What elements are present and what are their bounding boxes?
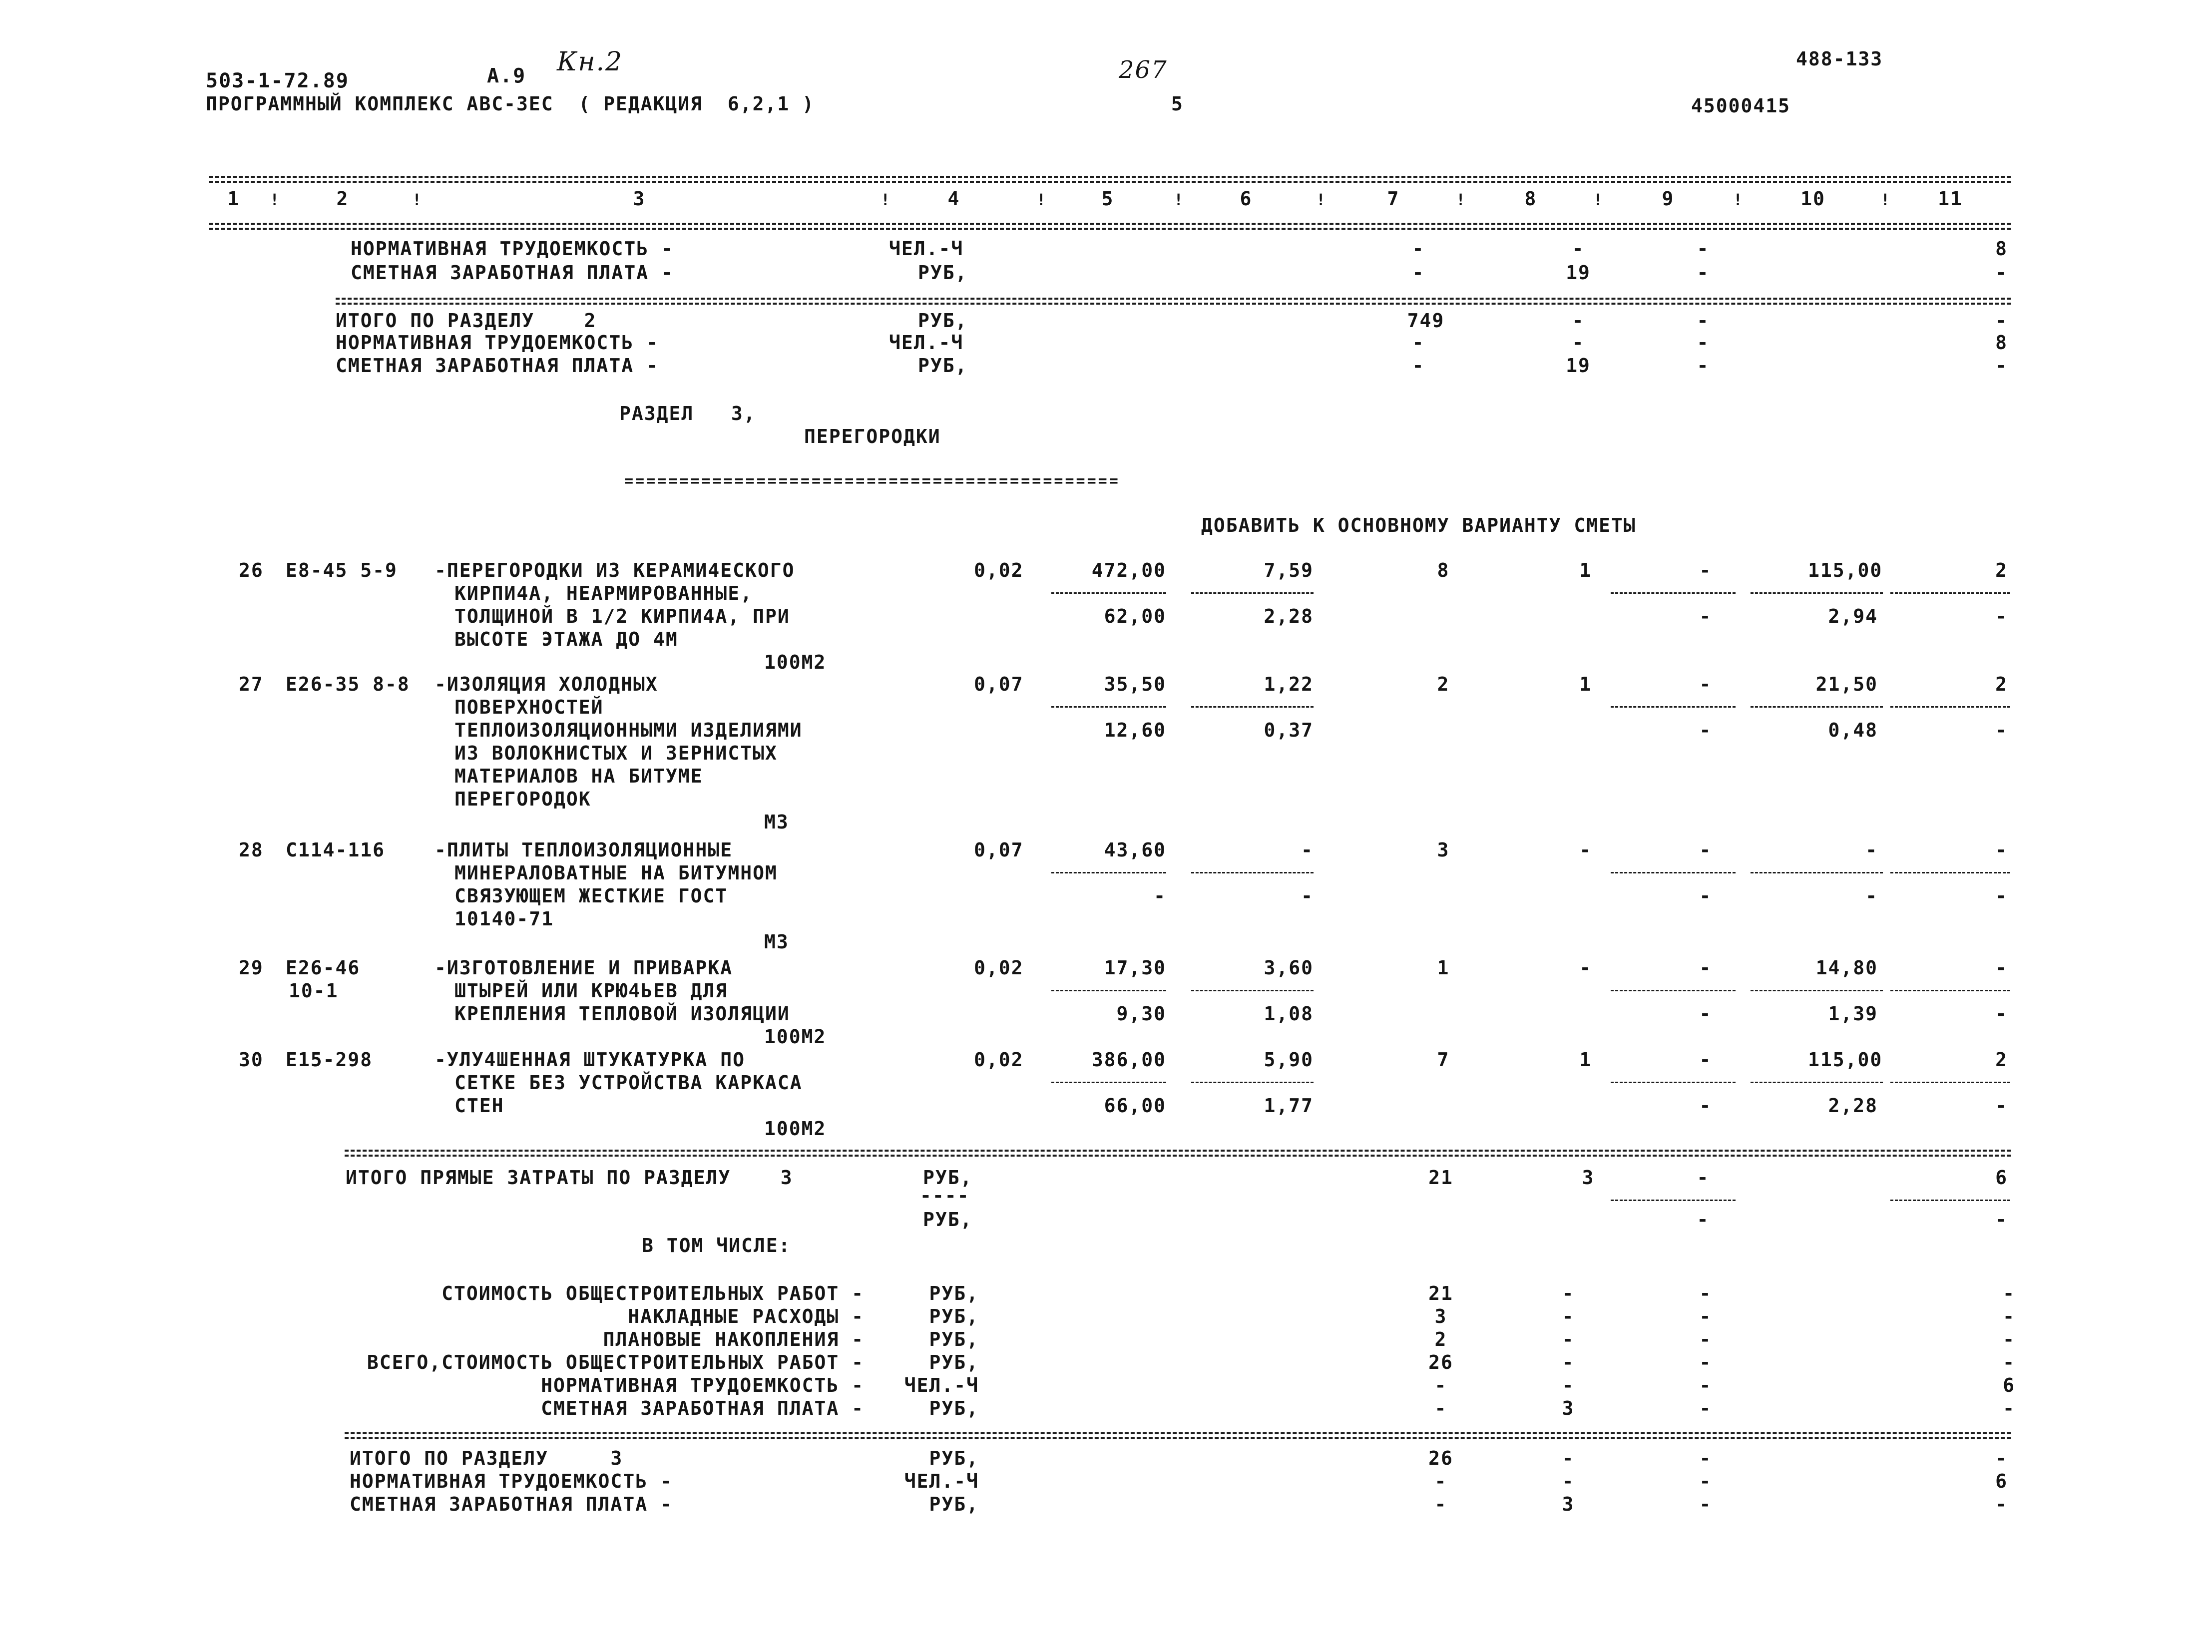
item-30-c9-rule xyxy=(1611,1082,1736,1083)
item-27-c11-rule xyxy=(1890,706,2010,708)
s3-total-row-2-unit: ЧЕЛ.-Ч xyxy=(904,1470,979,1492)
item-27-c5-rule xyxy=(1051,706,1166,708)
s3-total-row-3-c11: - xyxy=(1995,1493,2008,1515)
estimate-code: 45000415 xyxy=(1691,95,1791,117)
s2-total-labor-label: НОРМАТИВНАЯ ТРУДОЕМКОСТЬ - xyxy=(336,332,659,354)
item-30-desc-line: СЕТКЕ БЕЗ УСТРОЙСТВА КАРКАСА xyxy=(454,1072,803,1094)
item-28-c6-top: - xyxy=(1301,839,1314,861)
column-header-4: 4 xyxy=(947,188,960,210)
item-29-unit: 100М2 xyxy=(764,1026,827,1048)
item-29-number: 29 xyxy=(239,957,264,979)
item-26-code: Е8-45 5-9 xyxy=(286,559,398,581)
s2-total-rule xyxy=(336,298,2011,300)
item-30-unit: 100М2 xyxy=(764,1118,827,1140)
s3-total-row-3-c9: - xyxy=(1699,1493,1712,1515)
column-separator: ! xyxy=(1456,190,1467,209)
direct-costs-c7: 21 xyxy=(1428,1167,1453,1189)
page-number: 5 xyxy=(1171,93,1184,115)
breakdown-row-3-c7: 2 xyxy=(1434,1328,1447,1350)
item-26-c11-top: 2 xyxy=(1995,559,2008,581)
item-26-desc-line: ТОЛЩИНОЙ В 1/2 КИРПИ4А, ПРИ xyxy=(454,605,790,627)
item-29-c9-bottom: - xyxy=(1699,1003,1712,1025)
s2-total-wage-c7: - xyxy=(1412,355,1425,377)
item-30-c5-top: 386,00 xyxy=(1091,1049,1166,1071)
item-26-c7: 8 xyxy=(1437,559,1450,581)
item-29-c5-rule xyxy=(1051,990,1166,991)
s2-total-wage-c8: 19 xyxy=(1566,355,1591,377)
item-30-quantity: 0,02 xyxy=(974,1049,1024,1071)
item-27-c9-rule xyxy=(1611,706,1736,708)
item-28-number: 28 xyxy=(239,839,264,861)
page-handwritten: 267 xyxy=(1119,56,1168,84)
item-28-c11-rule xyxy=(1890,872,2010,873)
breakdown-row-4-unit: РУБ, xyxy=(929,1351,979,1373)
breakdown-row-2-c8: - xyxy=(1562,1305,1575,1327)
column-header-3: 3 xyxy=(633,188,646,210)
item-27-c10-rule xyxy=(1751,706,1883,708)
section3-title: ПЕРЕГОРОДКИ xyxy=(804,425,941,447)
s2-total-unit: РУБ, xyxy=(918,310,968,332)
item-28-c5-rule xyxy=(1051,872,1166,873)
breakdown-row-5-c8: - xyxy=(1562,1374,1575,1396)
s2-wage-c9: - xyxy=(1697,262,1710,284)
item-30-c11-top: 2 xyxy=(1995,1049,2008,1071)
item-26-number: 26 xyxy=(239,559,264,581)
item-27-c6-rule xyxy=(1191,706,1314,708)
direct-costs-c11-rule xyxy=(1890,1200,2010,1201)
s3-total-row-2-c9: - xyxy=(1699,1470,1712,1492)
s2-total-wage-c9: - xyxy=(1697,355,1710,377)
s2-total-labor-unit: ЧЕЛ.-Ч xyxy=(889,332,964,354)
item-30-desc-line: -УЛУ4ШЕННАЯ ШТУКАТУРКА ПО xyxy=(435,1049,745,1071)
direct-costs-c11-top: 6 xyxy=(1995,1167,2008,1189)
item-27-c9-top: - xyxy=(1699,673,1712,695)
item-27-c10-top: 21,50 xyxy=(1815,673,1878,695)
item-29-c10-bottom: 1,39 xyxy=(1828,1003,1878,1025)
item-28-c5-bottom: - xyxy=(1154,885,1166,907)
section3-separator: ============================================= xyxy=(624,472,1120,490)
item-27-desc-line: ПЕРЕГОРОДОК xyxy=(454,788,591,810)
item-27-c11-top: 2 xyxy=(1995,673,2008,695)
s2-labor-c8: - xyxy=(1572,238,1585,260)
item-28-c6-bottom: - xyxy=(1301,885,1314,907)
item-26-c11-bottom: - xyxy=(1995,605,2008,627)
item-26-desc-line: КИРПИ4А, НЕАРМИРОВАННЫЕ, xyxy=(454,582,753,604)
item-29-c6-top: 3,60 xyxy=(1264,957,1314,979)
s2-total-wage-unit: РУБ, xyxy=(918,355,968,377)
item-28-desc-line: -ПЛИТЫ ТЕПЛОИЗОЛЯЦИОННЫЕ xyxy=(435,839,733,861)
direct-costs-unit: РУБ, xyxy=(923,1167,973,1189)
item-26-c10-top: 115,00 xyxy=(1808,559,1883,581)
item-28-unit: М3 xyxy=(764,931,789,953)
item-27-c11-bottom: - xyxy=(1995,719,2008,741)
direct-costs-unit-dash: ---- xyxy=(920,1185,970,1207)
direct-costs-c8: 3 xyxy=(1582,1167,1595,1189)
breakdown-row-3-c9: - xyxy=(1699,1328,1712,1350)
item-29-c11-bottom: - xyxy=(1995,1003,2008,1025)
item-29-c6-bottom: 1,08 xyxy=(1264,1003,1314,1025)
item-29-c9-rule xyxy=(1611,990,1736,991)
item-29-c10-top: 14,80 xyxy=(1815,957,1878,979)
item-28-desc-line: СВЯЗУЮЩЕМ ЖЕСТКИЕ ГОСТ xyxy=(454,885,728,907)
item-30-c11-rule xyxy=(1890,1082,2010,1083)
column-header-8: 8 xyxy=(1524,188,1537,210)
column-header-9: 9 xyxy=(1662,188,1675,210)
album-label: А.9 xyxy=(487,64,526,87)
item-27-c6-top: 1,22 xyxy=(1264,673,1314,695)
direct-costs-c9-bot: - xyxy=(1697,1209,1710,1231)
item-28-c9-rule xyxy=(1611,872,1736,873)
item-28-c9-bottom: - xyxy=(1699,885,1712,907)
item-28-c5-top: 43,60 xyxy=(1104,839,1166,861)
column-separator: ! xyxy=(1593,190,1604,209)
item-30-c10-bottom: 2,28 xyxy=(1828,1095,1878,1117)
table-top-rule xyxy=(209,176,2011,178)
breakdown-row-1-c8: - xyxy=(1562,1282,1575,1304)
item-30-c6-bottom: 1,77 xyxy=(1264,1095,1314,1117)
breakdown-row-5-label: НОРМАТИВНАЯ ТРУДОЕМКОСТЬ - xyxy=(541,1374,864,1396)
breakdown-row-3-c11: - xyxy=(2003,1328,2015,1350)
item-29-desc-line: КРЕПЛЕНИЯ ТЕПЛОВОЙ ИЗОЛЯЦИИ xyxy=(454,1003,790,1025)
s2-labor-label: НОРМАТИВНАЯ ТРУДОЕМКОСТЬ - xyxy=(351,238,674,260)
item-26-desc-line: -ПЕРЕГОРОДКИ ИЗ КЕРАМИ4ЕСКОГО xyxy=(435,559,795,581)
breakdown-row-5-c9: - xyxy=(1699,1374,1712,1396)
s2-total-wage-label: СМЕТНАЯ ЗАРАБОТНАЯ ПЛАТА - xyxy=(336,355,659,377)
breakdown-row-3-label: ПЛАНОВЫЕ НАКОПЛЕНИЯ - xyxy=(603,1328,864,1350)
s3-total-row-2-label: НОРМАТИВНАЯ ТРУДОЕМКОСТЬ - xyxy=(350,1470,673,1492)
header-bottom-rule xyxy=(209,223,2011,225)
s2-labor-c11: 8 xyxy=(1995,238,2008,260)
direct-costs-unit2: РУБ, xyxy=(923,1209,973,1231)
item-30-c6-top: 5,90 xyxy=(1264,1049,1314,1071)
s3-total-row-3-label: СМЕТНАЯ ЗАРАБОТНАЯ ПЛАТА - xyxy=(350,1493,673,1515)
s2-total-rule-2 xyxy=(336,303,2011,305)
item-28-c7: 3 xyxy=(1437,839,1450,861)
item-26-c8: 1 xyxy=(1579,559,1592,581)
item-27-desc-line: ИЗ ВОЛОКНИСТЫХ И ЗЕРНИСТЫХ xyxy=(454,742,778,764)
s2-total-c11: - xyxy=(1995,310,2008,332)
item-30-code: Е15-298 xyxy=(286,1049,373,1071)
item-27-c5-bottom: 12,60 xyxy=(1104,719,1166,741)
item-26-c6-rule xyxy=(1191,592,1314,594)
s3-total-row-3-unit: РУБ, xyxy=(929,1493,979,1515)
column-header-1: 1 xyxy=(227,188,240,210)
breakdown-row-3-unit: РУБ, xyxy=(929,1328,979,1350)
s2-labor-c7: - xyxy=(1412,238,1425,260)
direct-costs-rule xyxy=(345,1150,2011,1152)
including-label: В ТОМ ЧИСЛЕ: xyxy=(642,1235,791,1256)
breakdown-row-2-unit: РУБ, xyxy=(929,1305,979,1327)
item-27-desc-line: -ИЗОЛЯЦИЯ ХОЛОДНЫХ xyxy=(435,673,658,695)
item-28-c8: - xyxy=(1579,839,1592,861)
breakdown-row-6-c7: - xyxy=(1434,1397,1447,1419)
item-30-c7: 7 xyxy=(1437,1049,1450,1071)
breakdown-row-4-label: ВСЕГО,СТОИМОСТЬ ОБЩЕСТРОИТЕЛЬНЫХ РАБОТ - xyxy=(367,1351,864,1373)
item-28-c10-rule xyxy=(1751,872,1883,873)
item-26-quantity: 0,02 xyxy=(974,559,1024,581)
s3-total-row-2-c11: 6 xyxy=(1995,1470,2008,1492)
item-27-c7: 2 xyxy=(1437,673,1450,695)
s3-total-row-1-c11: - xyxy=(1995,1447,2008,1469)
s2-wage-unit: РУБ, xyxy=(918,262,968,284)
item-27-code: Е26-35 8-8 xyxy=(286,673,410,695)
breakdown-row-1-c7: 21 xyxy=(1428,1282,1453,1304)
breakdown-row-4-c7: 26 xyxy=(1428,1351,1453,1373)
item-29-c11-rule xyxy=(1890,990,2010,991)
column-separator: ! xyxy=(1174,190,1185,209)
item-29-desc-line: -ИЗГОТОВЛЕНИЕ И ПРИВАРКА xyxy=(435,957,733,979)
item-29-c7: 1 xyxy=(1437,957,1450,979)
item-27-c9-bottom: - xyxy=(1699,719,1712,741)
s2-wage-label: СМЕТНАЯ ЗАРАБОТНАЯ ПЛАТА - xyxy=(351,262,674,284)
header-bottom-rule-2 xyxy=(209,228,2011,230)
item-30-number: 30 xyxy=(239,1049,264,1071)
section3-note: ДОБАВИТЬ К ОСНОВНОМУ ВАРИАНТУ СМЕТЫ xyxy=(1201,514,1636,536)
item-28-c11-top: - xyxy=(1995,839,2008,861)
s2-total-wage-c11: - xyxy=(1995,355,2008,377)
item-26-c5-rule xyxy=(1051,592,1166,594)
column-separator: ! xyxy=(412,190,423,209)
item-28-c10-bottom: - xyxy=(1865,885,1878,907)
breakdown-row-6-unit: РУБ, xyxy=(929,1397,979,1419)
item-28-c10-top: - xyxy=(1865,839,1878,861)
item-29-c9-top: - xyxy=(1699,957,1712,979)
item-29-code: Е26-46 xyxy=(286,957,361,979)
direct-costs-c9-top: - xyxy=(1697,1167,1710,1189)
s3-total-row-1-unit: РУБ, xyxy=(929,1447,979,1469)
breakdown-row-5-c11: 6 xyxy=(2003,1374,2015,1396)
s2-total-labor-c7: - xyxy=(1412,332,1425,354)
column-separator: ! xyxy=(270,190,281,209)
item-29-c8: - xyxy=(1579,957,1592,979)
item-30-c9-bottom: - xyxy=(1699,1095,1712,1117)
item-27-c10-bottom: 0,48 xyxy=(1828,719,1878,741)
s2-total-c9: - xyxy=(1697,310,1710,332)
column-header-11: 11 xyxy=(1938,188,1963,210)
item-26-c5-bottom: 62,00 xyxy=(1104,605,1166,627)
breakdown-row-2-label: НАКЛАДНЫЕ РАСХОДЫ - xyxy=(628,1305,864,1327)
item-26-c10-bottom: 2,94 xyxy=(1828,605,1878,627)
item-30-c8: 1 xyxy=(1579,1049,1592,1071)
breakdown-row-5-unit: ЧЕЛ.-Ч xyxy=(904,1374,979,1396)
item-27-desc-line: МАТЕРИАЛОВ НА БИТУМЕ xyxy=(454,765,703,787)
item-28-desc-line: МИНЕРАЛОВАТНЫЕ НА БИТУМНОМ xyxy=(454,862,778,884)
s2-total-labor-c9: - xyxy=(1697,332,1710,354)
item-26-unit: 100М2 xyxy=(764,651,827,673)
column-separator: ! xyxy=(1880,190,1891,209)
s2-total-labor-c11: 8 xyxy=(1995,332,2008,354)
s2-total-c8: - xyxy=(1572,310,1585,332)
breakdown-row-4-c9: - xyxy=(1699,1351,1712,1373)
item-30-c9-top: - xyxy=(1699,1049,1712,1071)
section3-heading: РАЗДЕЛ 3, xyxy=(619,403,756,424)
item-29-c6-rule xyxy=(1191,990,1314,991)
program-title: ПРОГРАММНЫЙ КОМПЛЕКС АВС-3ЕС ( РЕДАКЦИЯ 6,2,1 ) xyxy=(206,93,815,115)
item-30-desc-line: СТЕН xyxy=(454,1095,504,1117)
item-26-c5-top: 472,00 xyxy=(1091,559,1166,581)
direct-costs-label: ИТОГО ПРЯМЫЕ ЗАТРАТЫ ПО РАЗДЕЛУ 3 xyxy=(346,1167,793,1189)
item-26-c9-bottom: - xyxy=(1699,605,1712,627)
breakdown-row-4-c8: - xyxy=(1562,1351,1575,1373)
item-29-c10-rule xyxy=(1751,990,1883,991)
column-separator: ! xyxy=(1733,190,1744,209)
breakdown-row-2-c11: - xyxy=(2003,1305,2015,1327)
item-26-c9-rule xyxy=(1611,592,1736,594)
s3-total-row-2-c8: - xyxy=(1562,1470,1575,1492)
item-28-quantity: 0,07 xyxy=(974,839,1024,861)
breakdown-row-1-label: СТОИМОСТЬ ОБЩЕСТРОИТЕЛЬНЫХ РАБОТ - xyxy=(442,1282,864,1304)
item-27-number: 27 xyxy=(239,673,264,695)
item-30-c10-top: 115,00 xyxy=(1808,1049,1883,1071)
breakdown-row-5-c7: - xyxy=(1434,1374,1447,1396)
s3-total-row-3-c8: 3 xyxy=(1562,1493,1575,1515)
s3-total-row-1-c7: 26 xyxy=(1428,1447,1453,1469)
breakdown-row-1-unit: РУБ, xyxy=(929,1282,979,1304)
s3-total-rule xyxy=(345,1432,2011,1434)
s3-total-row-2-c7: - xyxy=(1434,1470,1447,1492)
item-30-c6-rule xyxy=(1191,1082,1314,1083)
s3-total-row-1-c9: - xyxy=(1699,1447,1712,1469)
item-27-c6-bottom: 0,37 xyxy=(1264,719,1314,741)
item-29-desc-line: ШТЫРЕЙ ИЛИ КРЮ4ЬЕВ ДЛЯ xyxy=(454,980,728,1002)
s2-total-c7: 749 xyxy=(1407,310,1445,332)
item-26-c10-rule xyxy=(1751,592,1883,594)
s2-labor-unit: ЧЕЛ.-Ч xyxy=(889,238,964,260)
item-26-desc-line: ВЫСОТЕ ЭТАЖА ДО 4М xyxy=(454,628,678,650)
s3-total-row-1-label: ИТОГО ПО РАЗДЕЛУ 3 xyxy=(350,1447,623,1469)
breakdown-row-3-c8: - xyxy=(1562,1328,1575,1350)
item-29-c11-top: - xyxy=(1995,957,2008,979)
item-26-c11-rule xyxy=(1890,592,2010,594)
s2-wage-c7: - xyxy=(1412,262,1425,284)
item-30-c10-rule xyxy=(1751,1082,1883,1083)
doc-code: 503-1-72.89 xyxy=(206,69,349,92)
breakdown-row-2-c9: - xyxy=(1699,1305,1712,1327)
direct-costs-c11-bot: - xyxy=(1995,1209,2008,1231)
s3-total-row-1-c8: - xyxy=(1562,1447,1575,1469)
s2-labor-c9: - xyxy=(1697,238,1710,260)
item-26-c9-top: - xyxy=(1699,559,1712,581)
sheet-code: 488-133 xyxy=(1796,48,1883,70)
item-27-c8: 1 xyxy=(1579,673,1592,695)
item-28-c11-bottom: - xyxy=(1995,885,2008,907)
direct-costs-c9-rule xyxy=(1611,1200,1736,1201)
item-29-quantity: 0,02 xyxy=(974,957,1024,979)
item-29-c5-bottom: 9,30 xyxy=(1116,1003,1166,1025)
breakdown-row-6-c8: 3 xyxy=(1562,1397,1575,1419)
breakdown-row-6-c9: - xyxy=(1699,1397,1712,1419)
column-header-2: 2 xyxy=(336,188,349,210)
item-27-desc-line: ПОВЕРХНОСТЕЙ xyxy=(454,696,604,718)
breakdown-row-1-c11: - xyxy=(2003,1282,2015,1304)
s3-total-rule-2 xyxy=(345,1437,2011,1439)
table-top-rule-2 xyxy=(209,181,2011,183)
breakdown-row-6-label: СМЕТНАЯ ЗАРАБОТНАЯ ПЛАТА - xyxy=(541,1397,864,1419)
column-header-5: 5 xyxy=(1101,188,1114,210)
item-27-c5-top: 35,50 xyxy=(1104,673,1166,695)
item-28-desc-line: 10140-71 xyxy=(454,908,554,930)
column-separator: ! xyxy=(1036,190,1047,209)
s2-wage-c8: 19 xyxy=(1566,262,1591,284)
column-header-10: 10 xyxy=(1800,188,1825,210)
item-29-code-2: 10-1 xyxy=(289,980,339,1002)
book-handwritten: Кн.2 xyxy=(557,47,623,77)
breakdown-row-4-c11: - xyxy=(2003,1351,2015,1373)
breakdown-row-6-c11: - xyxy=(2003,1397,2015,1419)
s2-wage-c11: - xyxy=(1995,262,2008,284)
breakdown-row-1-c9: - xyxy=(1699,1282,1712,1304)
s2-total-labor-c8: - xyxy=(1572,332,1585,354)
s3-total-row-3-c7: - xyxy=(1434,1493,1447,1515)
item-28-code: С114-116 xyxy=(286,839,386,861)
item-26-c6-top: 7,59 xyxy=(1264,559,1314,581)
item-26-c6-bottom: 2,28 xyxy=(1264,605,1314,627)
item-30-c11-bottom: - xyxy=(1995,1095,2008,1117)
item-28-c9-top: - xyxy=(1699,839,1712,861)
s2-total-label: ИТОГО ПО РАЗДЕЛУ 2 xyxy=(336,310,597,332)
column-separator: ! xyxy=(881,190,891,209)
item-30-c5-bottom: 66,00 xyxy=(1104,1095,1166,1117)
item-27-desc-line: ТЕПЛОИЗОЛЯЦИОННЫМИ ИЗДЕЛИЯМИ xyxy=(454,719,803,741)
item-27-quantity: 0,07 xyxy=(974,673,1024,695)
item-27-unit: М3 xyxy=(764,811,789,833)
breakdown-row-2-c7: 3 xyxy=(1434,1305,1447,1327)
item-30-c5-rule xyxy=(1051,1082,1166,1083)
column-header-7: 7 xyxy=(1387,188,1400,210)
item-28-c6-rule xyxy=(1191,872,1314,873)
column-header-6: 6 xyxy=(1240,188,1253,210)
column-separator: ! xyxy=(1316,190,1327,209)
item-29-c5-top: 17,30 xyxy=(1104,957,1166,979)
direct-costs-rule-2 xyxy=(345,1155,2011,1157)
